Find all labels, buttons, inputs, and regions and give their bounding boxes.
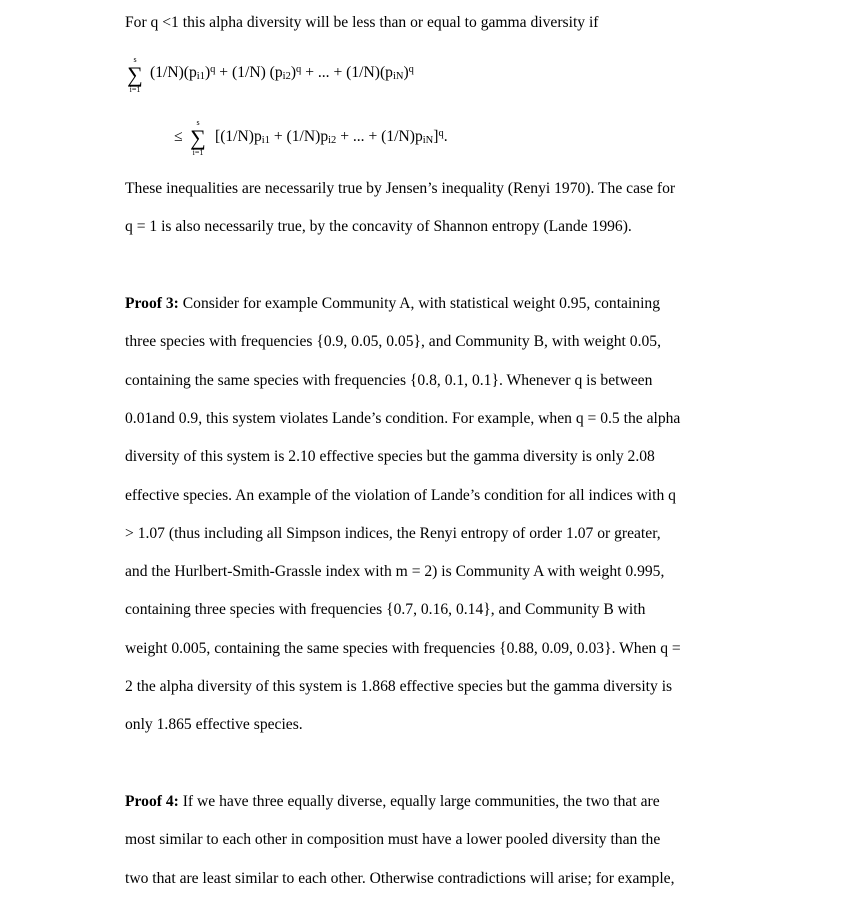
paragraph-line: 0.01and 0.9, this system violates Lande’s condition. For example, when q = 0.5 the alpha (125, 410, 681, 427)
sum-lower-limit: i=1 (192, 148, 204, 157)
paragraph-line: two that are least similar to each other. Otherwise contradictions will arise; for example, (125, 870, 675, 887)
sum-upper-limit: s (196, 118, 200, 127)
paragraph-line: only 1.865 effective species. (125, 716, 303, 733)
paragraph-line: containing the same species with frequencies {0.8, 0.1, 0.1}. Whenever q is between (125, 372, 653, 389)
sigma-symbol: ∑ (190, 125, 206, 150)
paragraph-line: three species with frequencies {0.9, 0.05, 0.05}, and Community B, with weight 0.05, (125, 333, 661, 350)
equation-2: [$(1/N)p_{i1} + (1/N)p_{i2}$ + ... + $(1/N)p_{iN}]^q$. (215, 128, 448, 146)
paragraph-line: These inequalities are necessarily true by Jensen’s inequality (Renyi 1970). The case for (125, 180, 676, 197)
paragraph-line: weight 0.005, containing the same species with frequencies {0.88, 0.09, 0.03}. When q = (125, 640, 681, 657)
proof3-first-line: Proof 3: Consider for example Community A, with statistical weight 0.95, containing (125, 295, 661, 312)
paragraph-line: > 1.07 (thus including all Simpson indices, the Renyi entropy of order 1.07 or greater, (125, 525, 661, 542)
summation-1 (127, 56, 143, 94)
sum-upper-limit: s (133, 55, 137, 64)
intro-line: For q <1 this alpha diversity will be less than or equal to gamma diversity if (125, 14, 599, 31)
summation-2 (190, 119, 206, 157)
paragraph-line: most similar to each other in composition must have a lower pooled diversity than the (125, 831, 661, 848)
paragraph-line: effective species. An example of the violation of Lande’s condition for all indices with q (125, 487, 676, 504)
equation-1: $(1/N)(p_{i1})^q + (1/N) (p_{i2})^q$ + ... + $(1/N)(p_{iN})^q$ (150, 64, 414, 82)
paragraph-line: q = 1 is also necessarily true, by the concavity of Shannon entropy (Lande 1996). (125, 218, 632, 235)
paragraph-line: and the Hurlbert-Smith-Grassle index with m = 2) is Community A with weight 0.995, (125, 563, 665, 580)
proof4-heading: Proof 4: (125, 793, 179, 810)
paragraph-line: diversity of this system is 2.10 effective species but the gamma diversity is only 2.08 (125, 448, 655, 465)
proof3-heading: Proof 3: (125, 295, 179, 312)
paragraph-line: 2 the alpha diversity of this system is 1.868 effective species but the gamma diversity is (125, 678, 673, 695)
sum-lower-limit: i=1 (129, 85, 141, 94)
leq-symbol: ≤ (174, 128, 183, 145)
proof4-first-line: Proof 4: If we have three equally diverse, equally large communities, the two that are (125, 793, 660, 810)
sigma-symbol: ∑ (127, 62, 143, 87)
paragraph-line: containing three species with frequencies {0.7, 0.16, 0.14}, and Community B with (125, 601, 646, 618)
